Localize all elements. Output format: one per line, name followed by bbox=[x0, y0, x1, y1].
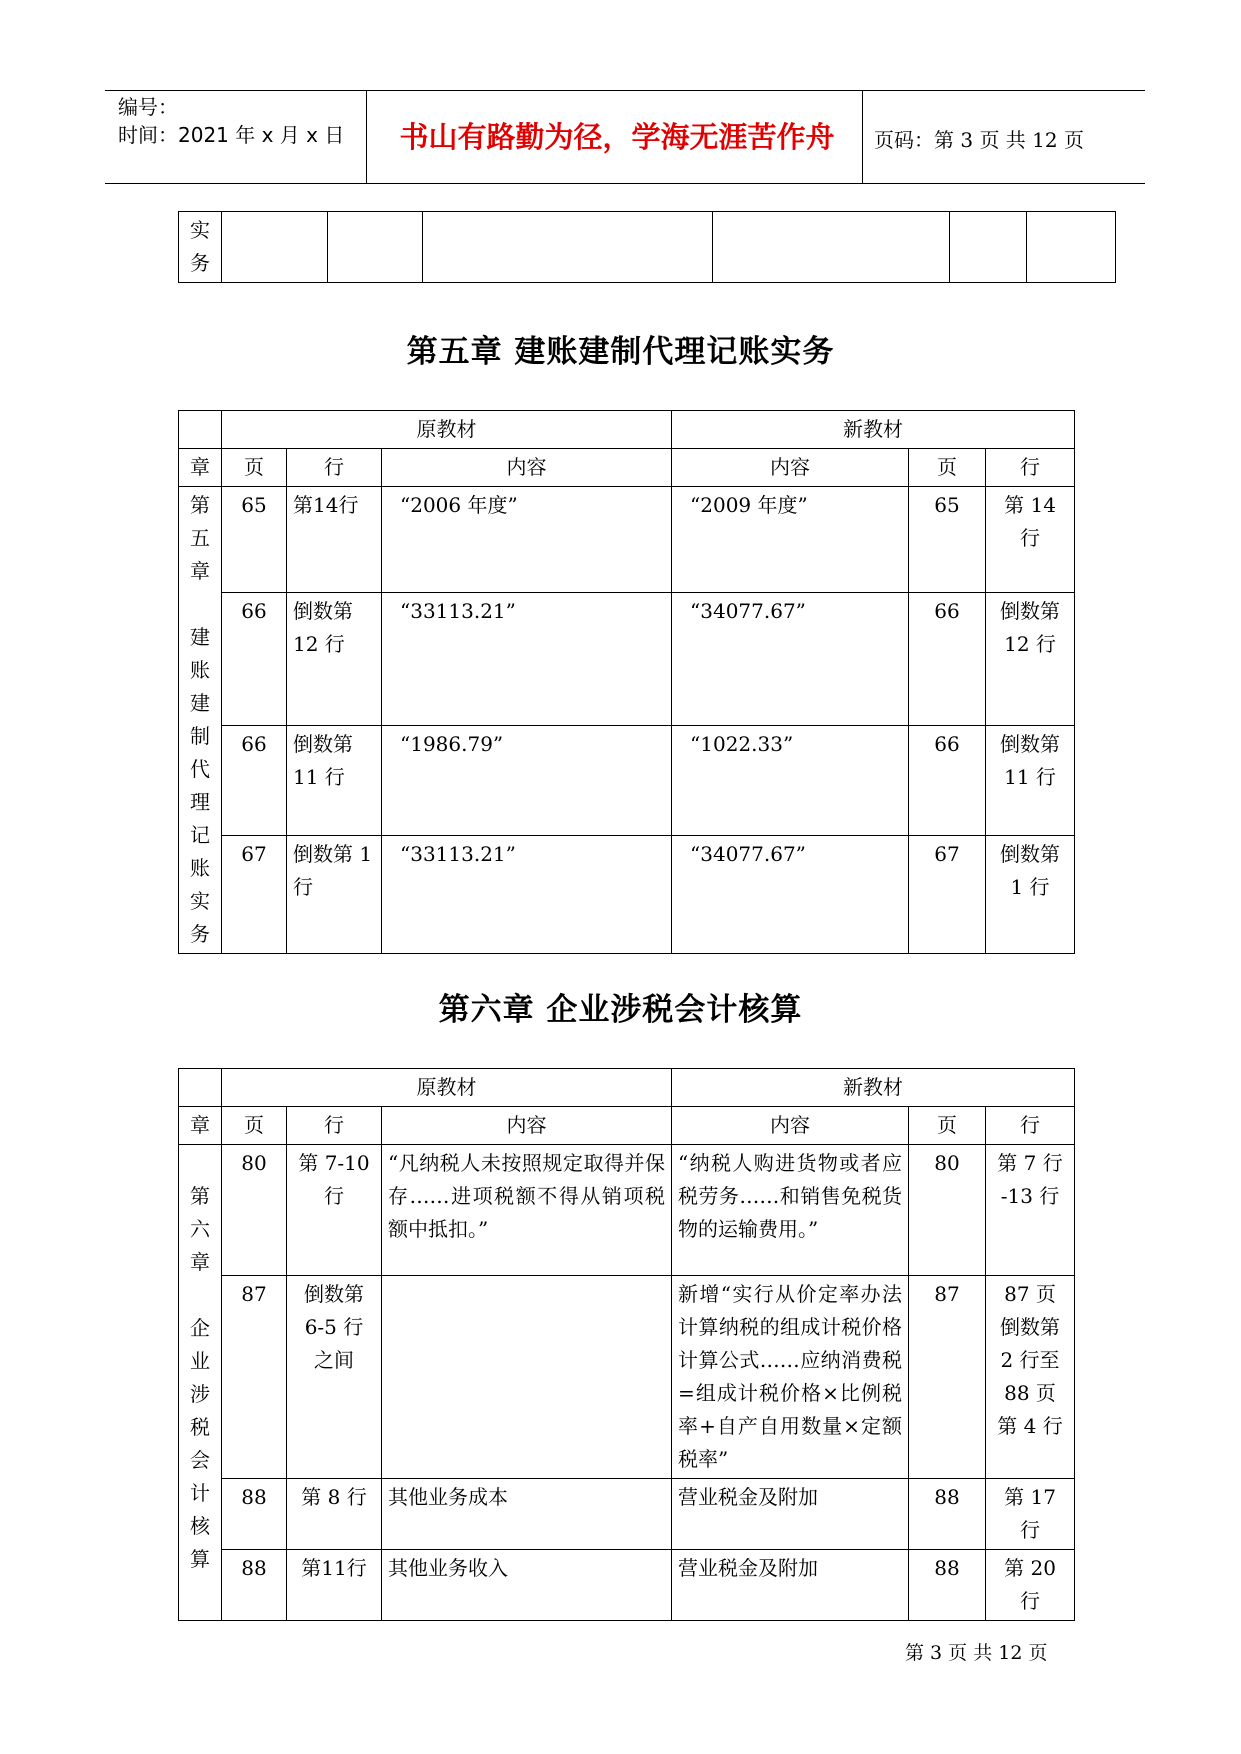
old-line: 第14行 bbox=[287, 487, 382, 593]
col-page-new: 页 bbox=[909, 449, 986, 487]
old-line: 倒数第 12 行 bbox=[287, 593, 382, 726]
col-page: 页 bbox=[222, 1107, 287, 1145]
new-line: 倒数第 12 行 bbox=[986, 593, 1075, 726]
col-line: 行 bbox=[287, 1107, 382, 1145]
old-content: 其他业务收入 bbox=[382, 1550, 672, 1621]
header-divider-right bbox=[862, 90, 863, 183]
header-top-rule bbox=[105, 90, 1145, 91]
table-row bbox=[179, 487, 1075, 593]
old-content: “凡纳税人未按照规定取得并保存……进项税额不得从销项税额中抵扣。” bbox=[382, 1145, 672, 1276]
chapter-vertical-label: 第 六 章 企 业 涉 税 会 计 核 算 bbox=[179, 1145, 222, 1621]
col-page-new: 页 bbox=[909, 1107, 986, 1145]
new-line: 第 14 行 bbox=[986, 487, 1075, 593]
new-line: 87 页 倒数第 2 行至 88 页 第 4 行 bbox=[986, 1276, 1075, 1479]
new-page: 66 bbox=[909, 726, 986, 836]
group-new: 新教材 bbox=[672, 411, 1075, 449]
group-old: 原教材 bbox=[222, 1069, 672, 1107]
old-page: 88 bbox=[222, 1479, 287, 1550]
new-page: 87 bbox=[909, 1276, 986, 1479]
table-row bbox=[179, 1550, 1075, 1621]
group-new: 新教材 bbox=[672, 1069, 1075, 1107]
chapter5-title: 第五章 建账建制代理记账实务 bbox=[406, 334, 835, 370]
new-content: 新增“实行从价定率办法计算纳税的组成计税价格计算公式……应纳消费税=组成计税价格×比例税率+自产自用数量×定额税率” bbox=[672, 1276, 909, 1479]
old-content: “1986.79” bbox=[382, 726, 672, 836]
new-line: 第 20 行 bbox=[986, 1550, 1075, 1621]
col-line-new: 行 bbox=[986, 449, 1075, 487]
chapter-cell: 实 务 bbox=[179, 212, 222, 283]
new-content: “1022.33” bbox=[672, 726, 909, 836]
old-line: 第 8 行 bbox=[287, 1479, 382, 1550]
header-motto: 书山有路勤为径，学海无涯苦作舟 bbox=[399, 120, 835, 154]
new-content: “34077.67” bbox=[672, 836, 909, 954]
col-chapter: 章 bbox=[179, 449, 222, 487]
new-page: 88 bbox=[909, 1550, 986, 1621]
new-line: 倒数第 11 行 bbox=[986, 726, 1075, 836]
old-page: 67 bbox=[222, 836, 287, 954]
table-column-header bbox=[179, 1107, 1075, 1145]
new-line: 第 7 行 -13 行 bbox=[986, 1145, 1075, 1276]
chapter5-table bbox=[178, 410, 1075, 954]
new-content: “34077.67” bbox=[672, 593, 909, 726]
new-line: 第 17 行 bbox=[986, 1479, 1075, 1550]
old-line: 倒数第 6-5 行 之间 bbox=[287, 1276, 382, 1479]
new-page: 66 bbox=[909, 593, 986, 726]
page-footer: 第 3 页 共 12 页 bbox=[905, 1642, 1048, 1664]
col-page: 页 bbox=[222, 449, 287, 487]
old-line: 倒数第 11 行 bbox=[287, 726, 382, 836]
col-content: 内容 bbox=[382, 449, 672, 487]
col-line: 行 bbox=[287, 449, 382, 487]
col-content-new: 内容 bbox=[672, 1107, 909, 1145]
new-page: 88 bbox=[909, 1479, 986, 1550]
table-group-header bbox=[179, 1069, 1075, 1107]
new-page: 65 bbox=[909, 487, 986, 593]
table-row bbox=[179, 212, 1116, 283]
new-content: 营业税金及附加 bbox=[672, 1550, 909, 1621]
new-content: “2009 年度” bbox=[672, 487, 909, 593]
table-row bbox=[179, 726, 1075, 836]
old-page: 87 bbox=[222, 1276, 287, 1479]
chapter6-table bbox=[178, 1068, 1075, 1621]
new-line: 倒数第 1 行 bbox=[986, 836, 1075, 954]
old-page: 65 bbox=[222, 487, 287, 593]
col-line-new: 行 bbox=[986, 1107, 1075, 1145]
table-column-header bbox=[179, 449, 1075, 487]
header-page-info: 页码：第 3 页 共 12 页 bbox=[874, 128, 1084, 152]
header-bottom-rule bbox=[105, 183, 1145, 184]
col-content: 内容 bbox=[382, 1107, 672, 1145]
new-content: 营业税金及附加 bbox=[672, 1479, 909, 1550]
old-content: “2006 年度” bbox=[382, 487, 672, 593]
old-line: 第 7-10 行 bbox=[287, 1145, 382, 1276]
table-row bbox=[179, 1145, 1075, 1276]
table-group-header bbox=[179, 411, 1075, 449]
old-page: 88 bbox=[222, 1550, 287, 1621]
col-content-new: 内容 bbox=[672, 449, 909, 487]
old-content: 其他业务成本 bbox=[382, 1479, 672, 1550]
document-number-label: 编号： bbox=[118, 95, 178, 119]
chapter6-title: 第六章 企业涉税会计核算 bbox=[438, 992, 803, 1028]
previous-table-fragment bbox=[178, 211, 1116, 283]
col-chapter: 章 bbox=[179, 1107, 222, 1145]
table-row bbox=[179, 1276, 1075, 1479]
chapter-vertical-label: 第 五 章 建 账 建 制 代 理 记 账 实 务 bbox=[179, 487, 222, 954]
old-line: 第11行 bbox=[287, 1550, 382, 1621]
old-content: “33113.21” bbox=[382, 836, 672, 954]
old-page: 66 bbox=[222, 593, 287, 726]
table-row bbox=[179, 1479, 1075, 1550]
new-content: “纳税人购进货物或者应税劳务……和销售免税货物的运输费用。” bbox=[672, 1145, 909, 1276]
old-content: “33113.21” bbox=[382, 593, 672, 726]
header-left bbox=[118, 93, 344, 149]
table-row bbox=[179, 836, 1075, 954]
table-row bbox=[179, 593, 1075, 726]
new-page: 80 bbox=[909, 1145, 986, 1276]
old-line: 倒数第 1 行 bbox=[287, 836, 382, 954]
new-page: 67 bbox=[909, 836, 986, 954]
old-page: 66 bbox=[222, 726, 287, 836]
old-content bbox=[382, 1276, 672, 1479]
group-old: 原教材 bbox=[222, 411, 672, 449]
document-date: 时间：2021 年 x 月 x 日 bbox=[118, 123, 345, 147]
old-page: 80 bbox=[222, 1145, 287, 1276]
header-divider-left bbox=[366, 90, 367, 183]
